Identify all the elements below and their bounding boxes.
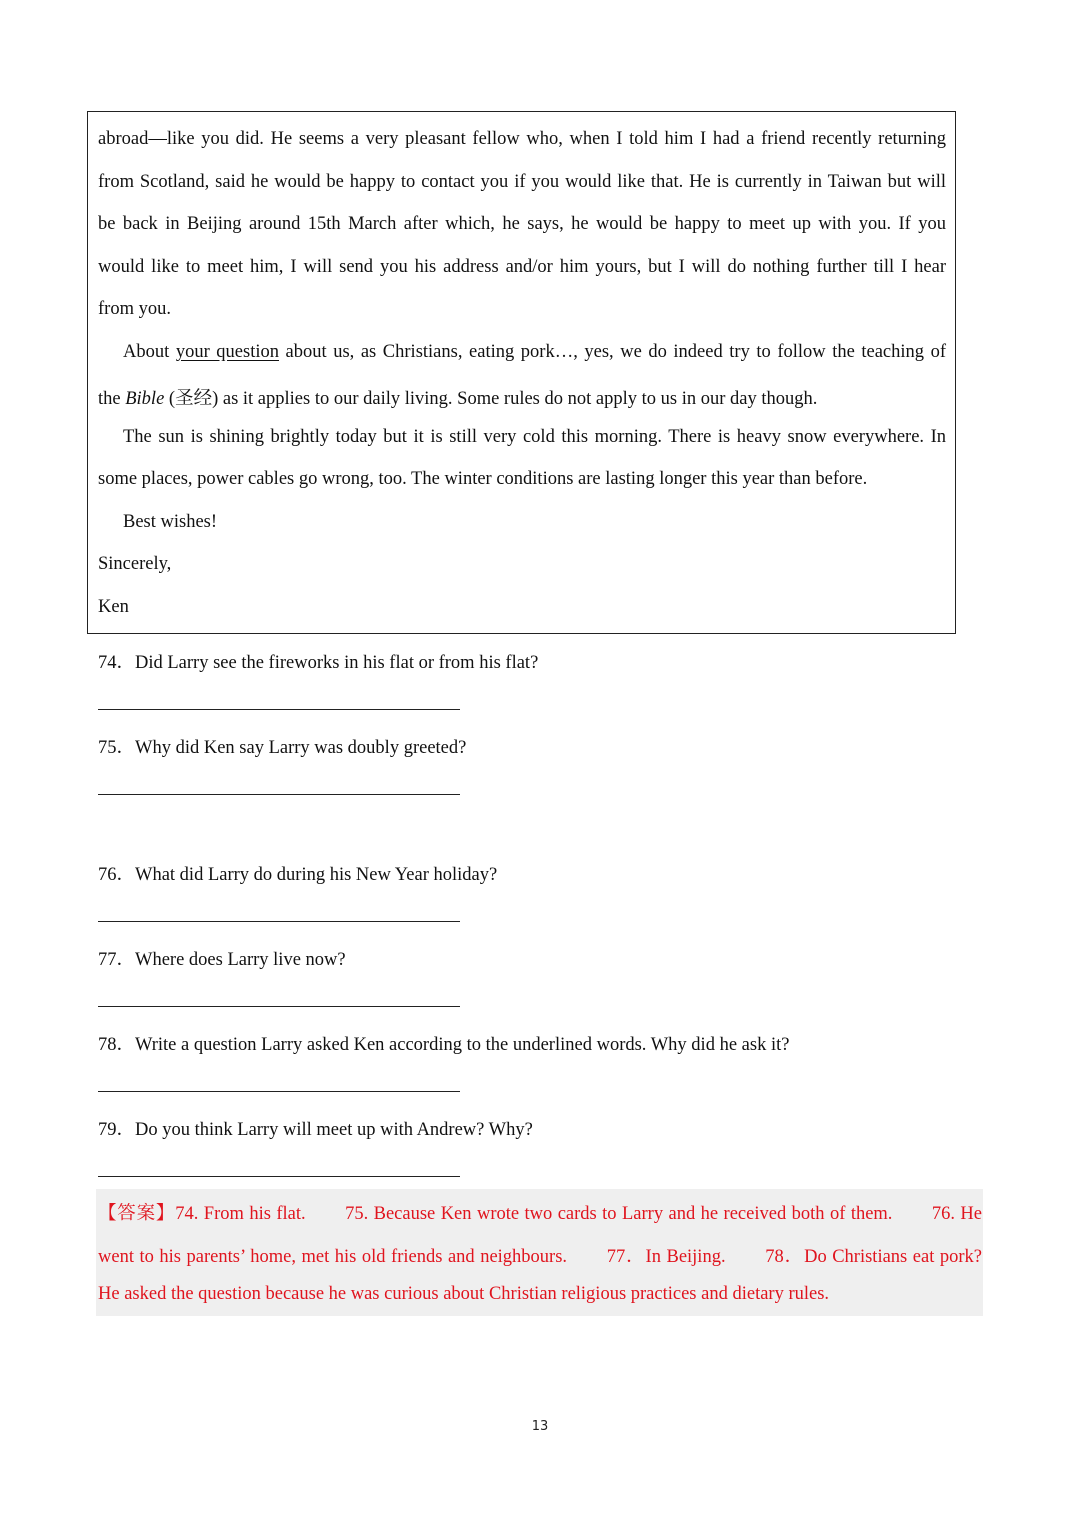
para-rest: about us, as Christians, eating pork…, yes, we do indeed try to follow the teaching of: [278, 342, 946, 362]
letter-line: some places, power cables go wrong, too. The winter conditions are lasting longer this year than before.: [98, 469, 868, 489]
letter-line: be back in Beijing around 15th March after which, he says, he would be happy to meet up with you. If you: [98, 214, 946, 234]
answer-blank[interactable]: [98, 1176, 460, 1177]
letter-line: would like to meet him, I will send you his address and/or him yours, but I will do nothing further till I hear: [98, 257, 946, 277]
para-line2-rest: (圣经) as it applies to our daily living. Some rules do not apply to us in our day though.: [164, 389, 818, 409]
letter-line: abroad—like you did. He seems a very pleasant fellow who, when I told him I had a friend recently returning: [98, 129, 946, 149]
question-74: 74．Did Larry see the fireworks in his flat or from his flat?: [98, 653, 539, 673]
letter-line: The sun is shining brightly today but it is still very cold this morning. There is heavy snow everywhere. In: [123, 427, 946, 447]
letter-closing: Best wishes!: [123, 512, 218, 532]
answer-blank[interactable]: [98, 1006, 460, 1007]
answer-line: went to his parents’ home, met his old friends and neighbours. 77．In Beijing. 78．Do Christians eat pork?: [98, 1247, 982, 1267]
para-line2-prefix: the: [98, 389, 126, 409]
question-75: 75．Why did Ken say Larry was doubly greeted?: [98, 738, 467, 758]
answer-blank[interactable]: [98, 1091, 460, 1092]
answer-line: 【答案】74. From his flat. 75. Because Ken wrote two cards to Larry and he received both of them. 76. He: [98, 1204, 982, 1224]
answer-blank[interactable]: [98, 794, 460, 795]
letter-paragraph-pork: [123, 342, 946, 363]
answer-blank[interactable]: [98, 709, 460, 710]
para-prefix: About: [123, 342, 176, 362]
letter-line: from Scotland, said he would be happy to contact you if you would like that. He is currently in Taiwan but will: [98, 172, 946, 192]
bible-italic: Bible: [125, 389, 165, 409]
letter-line: [98, 384, 817, 410]
question-78: 78．Write a question Larry asked Ken according to the underlined words. Why did he ask it?: [98, 1035, 790, 1055]
answer-line: He asked the question because he was curious about Christian religious practices and dietary rules.: [98, 1284, 830, 1304]
question-79: 79．Do you think Larry will meet up with Andrew? Why?: [98, 1120, 533, 1140]
letter-line: from you.: [98, 299, 171, 319]
letter-signature: Ken: [98, 597, 129, 617]
page-number: 13: [531, 1419, 549, 1434]
underlined-words: your question: [175, 342, 279, 362]
letter-signoff: Sincerely,: [98, 554, 172, 574]
question-76: 76．What did Larry do during his New Year holiday?: [98, 865, 498, 885]
answer-blank[interactable]: [98, 921, 460, 922]
question-77: 77．Where does Larry live now?: [98, 950, 346, 970]
